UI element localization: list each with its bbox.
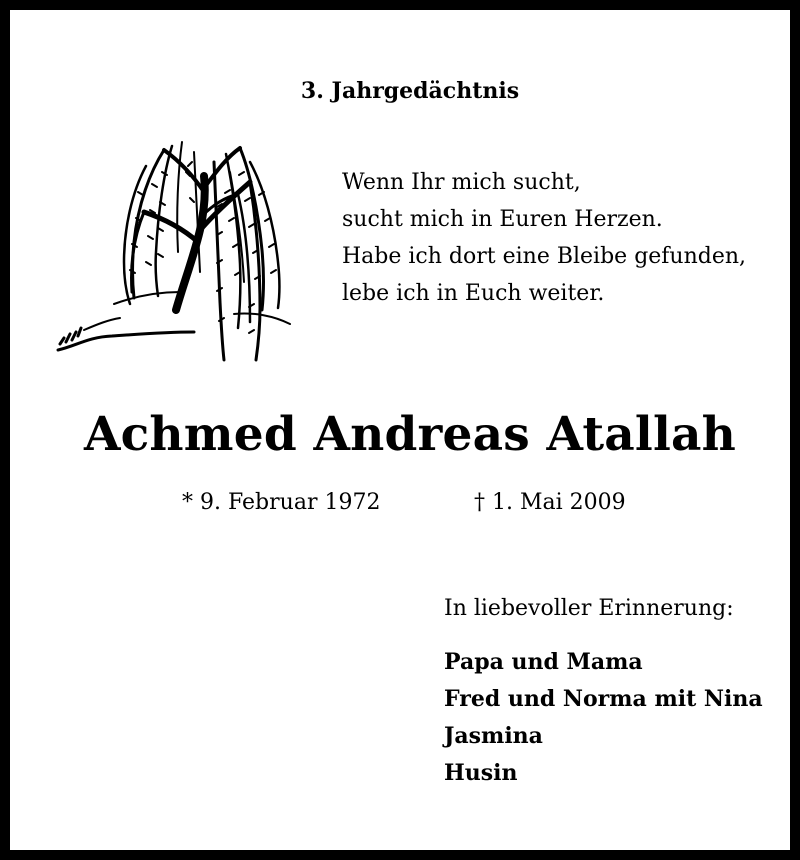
- death-date: † 1. Mai 2009: [474, 490, 626, 515]
- family-member: Papa und Mama: [444, 649, 643, 675]
- poem-line: Habe ich dort eine Bleibe gefunden,: [342, 244, 747, 269]
- poem-line: Wenn Ihr mich sucht,: [342, 170, 581, 195]
- family-member: Jasmina: [444, 723, 543, 749]
- poem-line: lebe ich in Euch weiter.: [342, 281, 605, 306]
- memory-line: In liebevoller Erinnerung:: [444, 596, 734, 621]
- weeping-willow-icon: [54, 132, 294, 364]
- poem-line: sucht mich in Euren Herzen.: [342, 207, 663, 232]
- family-member: Husin: [444, 760, 518, 786]
- deceased-name: Achmed Andreas Atallah: [83, 407, 737, 462]
- poem: [342, 164, 782, 312]
- anniversary-heading: 3. Jahrgedächtnis: [300, 78, 520, 104]
- birth-date: * 9. Februar 1972: [182, 490, 381, 515]
- family-list: [444, 644, 763, 792]
- family-member: Fred und Norma mit Nina: [444, 686, 763, 712]
